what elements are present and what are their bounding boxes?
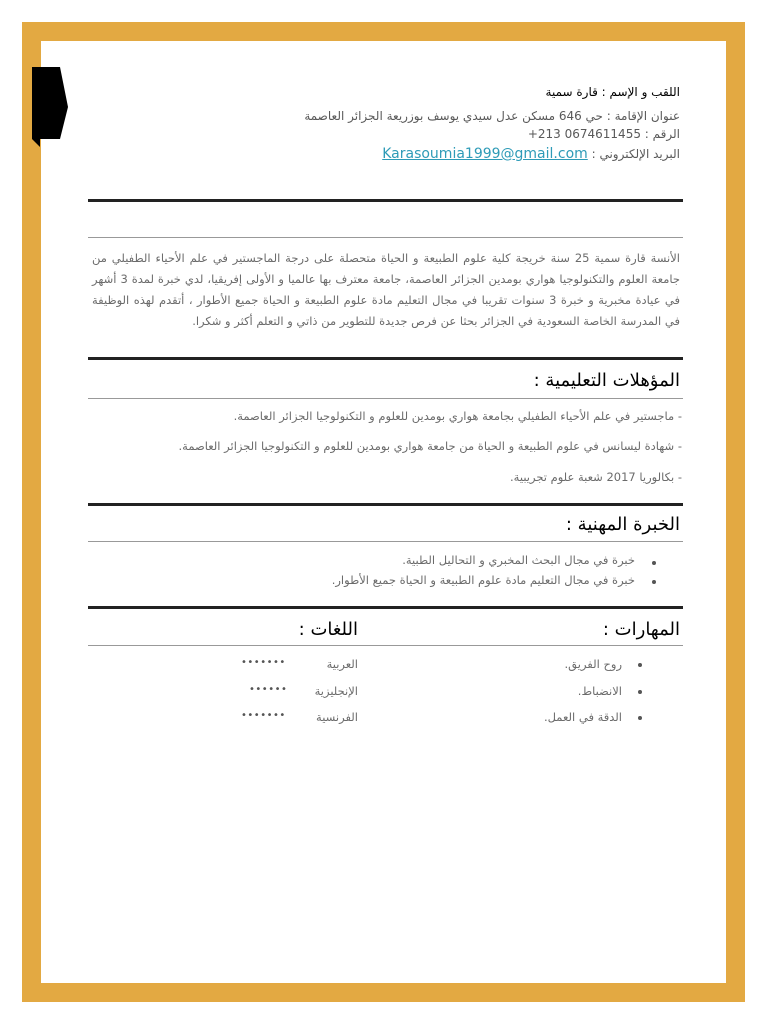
education-title: المؤهلات التعليمية : [533,370,680,391]
education-item: - ماجستير في علم الأحياء الطفيلي بجامعة هواري بومدين للعلوم و التكنولوجيا الجزائر العاصمة. [233,409,682,423]
divider-thick [88,357,683,360]
language-name: الإنجليزية [314,684,358,698]
phone-line [200,127,680,141]
skill-item: الدقة في العمل. [543,710,622,724]
email-link[interactable]: Karasoumia1999@gmail.com [382,146,588,162]
language-level: ••••••• [241,710,286,721]
divider-thin [88,237,683,238]
language-level: •••••• [249,684,288,695]
skill-item: روح الفريق. [564,657,622,671]
phone-label: الرقم : [644,127,680,141]
language-name: الفرنسية [316,710,358,724]
email-line [200,146,680,162]
bullet-dot-icon [652,580,656,584]
language-name: العربية [326,657,358,671]
language-row [0,657,768,673]
divider-thin [88,541,683,542]
language-row [0,684,768,700]
language-row [0,710,768,726]
divider-thick [88,503,683,506]
divider-thin [88,398,683,399]
skill-item: الانضباط. [577,684,622,698]
email-label: البريد الإلكتروني : [591,147,680,161]
divider-thick [88,199,683,202]
profile-summary: الأنسة قارة سمية 25 سنة خريجة كلية علوم الطبيعة و الحياة متحصلة على درجة الماجستير في علم الأحياء الطفيلي من جامعة العلوم والتكنولوجيا هواري بومدين الجزائر العاصمة، جامعة معترف بها عالميا و الأولى إفريقيا، لدي خبرة لمدة 3 أشهر في عيادة مخبرية و خبرة 3 سنوات تقريبا في مجال التعليم مادة علوم الطبيعة و الحياة جميع الأطوار ، أتقدم لهذه الوظيفة في المدرسة الخاصة السعودية في الجزائر بحثا عن فرص جديدة للتطوير من ذاتي و التعلم أكثر و شكرا. [92,251,680,328]
experience-item: خبرة في مجال البحث المخبري و التحاليل الطبية. [402,553,635,567]
experience-item: خبرة في مجال التعليم مادة علوم الطبيعة و الحياة جميع الأطوار. [331,573,635,587]
education-item: - شهادة ليسانس في علوم الطبيعة و الحياة من جامعة هواري بومدين للعلوم و التكنولوجيا الجزائر العاصمة. [178,439,682,453]
name-line: اللقب و الإسم : قارة سمية [545,85,680,99]
skills-title: المهارات : [602,619,680,640]
divider-thin [88,645,683,646]
address-line: عنوان الإقامة : حي 646 مسكن عدل سيدي يوسف بوزريعة الجزائر العاصمة [304,109,680,123]
divider-thick [88,606,683,609]
education-item: - بكالوريا 2017 شعبة علوم تجريبية. [510,470,682,484]
phone-value: +213 0674611455 [527,127,641,141]
page-sheet [41,41,726,983]
arrow-tab-icon [32,67,68,147]
bullet-dot-icon [652,561,656,565]
language-level: ••••••• [241,657,286,668]
experience-title: الخبرة المهنية : [565,514,680,535]
languages-title: اللغات : [298,619,358,640]
